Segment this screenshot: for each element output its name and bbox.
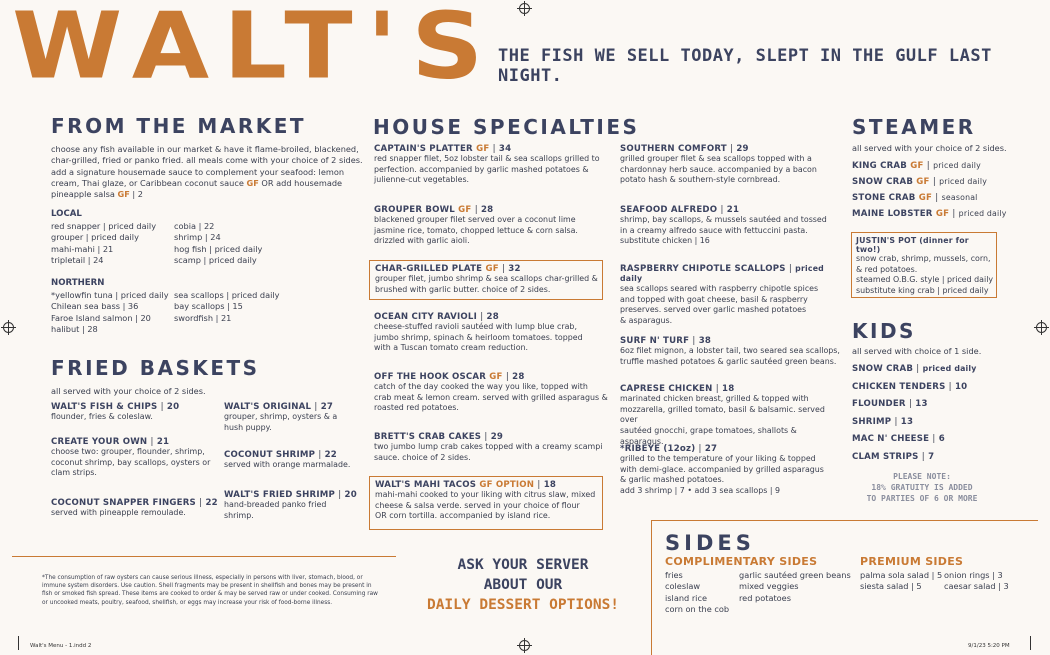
specialty-item [620,336,842,367]
item-price: 10 [954,381,968,392]
fish-item: sea scallops | priced daily [174,290,280,300]
item-desc: OR corn tortilla. accompanied by island rice. [375,511,551,521]
item-price: 13 [915,399,928,409]
item-price: 27 [320,402,334,412]
gf-badge: GF [918,193,933,203]
item-price: priced daily [958,209,1007,218]
side-item: garlic sautéed green beans [739,570,851,580]
item-price: 34 [498,144,512,154]
item-desc: brushed with garlic butter. choice of 2 sides. [375,284,551,294]
kids-item: CLAM STRIPS | 7 [852,451,935,462]
kids-item: SNOW CRAB | priced daily [852,364,977,374]
item-desc: perfection. accompanied by garlic mashed potatoes & [374,164,589,174]
disclaimer-line: *The consumption of raw oysters can cause serious illness, especially in persons with liver, stomach, blood, or [42,575,363,581]
item-desc: coconut shrimp, bay scallops, oysters or [51,457,211,467]
item-name: WALT'S FRIED SHRIMP [224,490,335,500]
item-price: priced daily [933,161,981,170]
disclaimer-line: fish or smoked fish spread. These items are cooked to order & may be served raw or under cooked. Consuming raw [42,591,378,598]
item-desc: substitute king crab | priced daily [856,286,989,296]
specialty-item-title: RASPBERRY CHIPOTLE SCALLOPS | priced daily [620,264,824,283]
specialty-item [374,205,610,247]
market-intro-line [51,178,371,189]
item-desc: mahi-mahi cooked to your liking with citrus slaw, mixed [375,490,596,499]
divider-line [12,556,396,557]
item-desc: catch of the day cooked the way you like, topped with [374,382,588,391]
item-desc: roasted red potatoes. [374,403,459,413]
item-desc: jasmine rice, tomato, chopped lettuce & corn salsa. [374,225,578,235]
baskets-title: FRIED BASKETS [51,356,260,380]
gf-badge: GF [916,177,930,187]
item-name: SOUTHERN COMFORT [620,144,727,154]
item-price: 22 [324,450,337,460]
side-item: palma sola salad | 5 [860,570,943,580]
basket-item-title: COCONUT SHRIMP | 22 [224,450,337,460]
item-name: SEAFOOD ALFREDO [620,205,718,215]
item-desc: cheese & salsa verde. served in your choice of flour [375,500,580,510]
item-price: 28 [486,312,499,322]
kids-title: KIDS [852,319,916,343]
item-desc: with a Tuscan tomato cream reduction. [374,343,529,353]
intro-text: pineapple salsa [51,189,115,200]
item-price: 32 [508,264,521,274]
item-name: CLAM STRIPS [852,451,919,462]
file-slug: Walt's Menu - 1.indd 2 [30,643,92,649]
specialty-item [374,432,610,463]
featured-specialty-box [369,260,603,300]
item-price: 6 [938,434,945,444]
prem-sides-col1 [860,570,942,593]
basket-item [51,498,231,519]
market-intro-line: choose any fish available in our market & have it flame-broiled, blackened, [51,144,359,154]
kids-intro: all served with choice of 1 side. [852,346,982,356]
item-desc: steamed O.B.G. style | priced daily [856,275,994,285]
item-desc: clam strips. [51,468,97,478]
specialty-item [374,312,610,354]
gratuity-note [852,471,992,504]
basket-item [51,437,221,479]
item-desc: grouper filet, jumbo shrimp & sea scallops char-grilled & [375,274,598,283]
item-price: 21 [726,205,740,215]
kids-item: CHICKEN TENDERS | 10 [852,381,968,392]
item-name: CAPTAIN'S PLATTER [374,144,473,154]
comp-sides-col1 [665,570,729,615]
item-name: MAINE LOBSTER [852,209,933,219]
item-desc: truffle mashed potatoes & garlic sautéed green beans. [620,356,837,366]
fish-item: *yellowfin tuna | priced daily [51,290,169,300]
item-desc: shrimp. [224,510,254,520]
specialty-item [620,144,842,186]
registration-mark-right [1036,322,1047,333]
fish-item: bay scallops | 15 [174,301,243,312]
pot-title: JUSTIN'S POT (dinner for two!) [856,236,969,254]
side-item: island rice [665,592,708,603]
market-intro-line: char-grilled, fried or panko fried. all meals come with your choice of 2 sides. [51,155,363,166]
side-item: coleslaw [665,581,701,592]
local-heading: LOCAL [51,209,82,219]
basket-item [224,402,374,433]
item-desc: two jumbo lump crab cakes topped with a creamy scampi [374,442,603,451]
intro-text: OR add housemade [261,177,343,188]
item-desc: red snapper filet, 5oz lobster tail & sea scallops grilled to [374,154,600,163]
market-intro-line [51,189,371,200]
item-price: 18 [722,384,735,394]
specialty-item [374,372,610,414]
item-price: 20 [344,490,357,500]
item-desc: with demi-glace. accompanied by grilled asparagus [620,464,824,474]
intro-text: | 2 [132,189,143,200]
side-item: red potatoes [739,592,791,603]
item-name: SHRIMP [852,416,892,427]
callout-line: ASK YOUR SERVER [457,557,589,573]
specialty-item-title: OFF THE HOOK OSCAR GF | 28 [374,372,525,382]
steamer-intro: all served with your choice of 2 sides. [852,143,1007,153]
item-name: CAPRESE CHICKEN [620,384,713,394]
specialty-item-title: CAPTAIN'S PLATTER GF | 34 [374,144,512,154]
steamer-item: MAINE LOBSTER GF | priced daily [852,209,1007,219]
specialty-item-title: BRETT'S CRAB CAKES | 29 [374,432,504,442]
prem-sides-col2 [944,570,1009,593]
item-name: OFF THE HOOK OSCAR [374,372,487,382]
item-desc: grouper, shrimp, oysters & a [224,412,338,421]
item-desc: drizzled with garlic aioli. [374,236,470,246]
northern-list-right [174,290,279,324]
kids-item: SHRIMP | 13 [852,416,914,427]
item-name: SNOW CRAB [852,177,914,187]
fish-item: Faroe Island salmon | 20 [51,312,151,323]
item-name: BRETT'S CRAB CAKES [374,432,482,442]
specialty-item [374,144,610,186]
item-price: 18 [543,480,557,490]
item-desc: shrimp, bay scallops, & mussels sautéed and tossed [620,215,827,224]
item-desc: flounder, fries & coleslaw. [51,412,153,421]
intro-text: cream, Thai glaze, or Caribbean coconut sauce [51,177,244,188]
complimentary-sides-title: COMPLIMENTARY SIDES [665,555,818,568]
steamer-item: KING CRAB GF | priced daily [852,161,981,171]
item-desc: snow crab, shrimp, mussels, corn, [856,254,991,263]
item-price: 27 [704,444,718,454]
basket-item-title: WALT'S FRIED SHRIMP | 20 [224,490,357,500]
baskets-intro: all served with your choice of 2 sides. [51,386,206,396]
market-title: FROM THE MARKET [51,114,307,138]
item-desc: blackened grouper filet served over a coconut lime [374,215,576,224]
item-desc: sauce. choice of 2 sides. [374,452,471,462]
item-desc: and topped with goat cheese, basil & raspberry [620,294,808,304]
tagline: THE FISH WE SELL TODAY, SLEPT IN THE GULF LAST NIGHT. [498,46,992,86]
gf-badge: GF [458,205,472,215]
steamer-list [852,158,1042,222]
specialties-title: HOUSE SPECIALTIES [373,115,640,139]
specialty-item-title: SOUTHERN COMFORT | 29 [620,144,749,154]
fish-item: shrimp | 24 [174,232,221,243]
item-name: SURF N' TURF [620,336,690,346]
print-timestamp: 9/1/23 5:20 PM [968,643,1010,649]
steamer-title: STEAMER [852,115,976,139]
sides-title: SIDES [665,531,755,555]
item-desc: jumbo shrimp, spinach & heirloom tomatoes. topped [374,332,583,342]
basket-item [51,402,221,423]
item-desc: marinated chicken breast, grilled & topped with [620,394,809,403]
item-name: CREATE YOUR OWN [51,437,148,447]
basket-item-title: WALT'S FISH & CHIPS | 20 [51,402,180,412]
northern-heading: NORTHERN [51,278,105,288]
item-name: WALT'S FISH & CHIPS [51,402,158,412]
local-list-left [51,221,156,266]
item-price: 28 [481,205,494,215]
disclaimer-line: immune system disorders. Use caution. Shell fragments may be present in shellfish and bones may be present in [42,583,372,590]
item-desc: substitute chicken | 16 [620,236,710,246]
item-price: 29 [490,432,504,442]
item-price: 29 [736,144,749,154]
market-intro [51,144,371,200]
item-price: 28 [512,372,525,382]
item-price: 21 [156,437,170,447]
item-desc: julienne-cut vegetables. [374,175,470,185]
item-price: 20 [166,402,180,412]
specialty-item [620,384,842,448]
basket-item-title: CREATE YOUR OWN | 21 [51,437,170,447]
note-line: 18% GRATUITY IS ADDED [871,483,973,492]
crop-mark [18,636,19,650]
fish-item: tripletail | 24 [51,254,104,265]
fish-item: swordfish | 21 [174,312,232,323]
specialty-item [620,205,842,247]
specialty-item-title: CHAR-GRILLED PLATE GF | 32 [375,264,521,274]
gf-badge: GF [117,189,130,200]
side-item: fries [665,570,683,580]
item-price: seasonal [941,193,978,202]
basket-item-title: COCONUT SNAPPER FINGERS | 22 [51,498,218,508]
registration-mark-left [3,322,14,333]
note-line: TO PARTIES OF 6 OR MORE [866,494,978,503]
item-name: STONE CRAB [852,193,916,203]
item-desc: preserves. served over garlic mashed potatoes [620,305,807,315]
gf-badge: GF [935,209,950,219]
featured-specialty-box [369,476,603,530]
item-desc: grilled to the temperature of your liking & topped [620,454,816,463]
callout-highlight: DAILY DESSERT OPTIONS! [426,597,620,613]
item-desc: chardonnay herb sauce. accompanied by a bacon [620,164,817,174]
item-desc: served with pineapple remoulade. [51,508,186,517]
callout-line: ABOUT OUR [483,577,563,593]
item-price: priced daily [922,364,977,373]
gf-badge: GF [476,144,490,154]
fish-item: scamp | priced daily [174,254,257,265]
item-price: priced daily [620,264,824,283]
item-desc: mozzarella, grilled tomato, basil & balsamic. served over [620,404,825,425]
item-price: 13 [900,416,914,427]
item-name: COCONUT SNAPPER FINGERS [51,498,196,508]
item-desc: potato hash & southern-style cornbread. [620,175,781,185]
item-price: priced daily [939,177,988,186]
kids-item: FLOUNDER | 13 [852,399,928,409]
note-line: PLEASE NOTE: [893,472,951,481]
basket-item [224,490,374,521]
steamer-item: STONE CRAB GF | seasonal [852,193,978,203]
local-list-right [174,221,262,266]
brand-logo: WALT'S [12,0,498,100]
item-name: RASPBERRY CHIPOTLE SCALLOPS [620,264,786,274]
item-desc: & garlic mashed potatoes. [620,475,725,485]
specialty-item-title: CAPRESE CHICKEN | 18 [620,384,735,394]
item-name: KING CRAB [852,161,908,171]
specialty-item-title: SURF N' TURF | 38 [620,336,712,346]
gf-badge: GF [910,161,924,171]
item-price: 38 [698,336,712,346]
item-desc: choose two: grouper, flounder, shrimp, [51,447,205,456]
side-item: onion rings | 3 [944,570,1003,580]
item-name: GROUPER BOWL [374,205,455,215]
side-item: corn on the cob [665,603,730,614]
basket-item [224,450,374,471]
kids-item: MAC N' CHEESE | 6 [852,434,945,444]
item-desc: hand-breaded panko fried [224,500,327,509]
gf-badge: GF OPTION [479,480,535,490]
item-price: 22 [205,498,218,508]
specialty-item-title: *RIBEYE (12oz) | 27 [620,444,718,454]
fish-item: cobia | 22 [174,221,215,231]
item-name: FLOUNDER [852,399,906,409]
item-name: OCEAN CITY RAVIOLI [374,312,478,322]
comp-sides-col2 [739,570,851,604]
side-item: mixed veggies [739,581,799,592]
item-name: CHICKEN TENDERS [852,381,946,392]
item-name: SNOW CRAB [852,364,914,374]
item-desc: served with orange marmalade. [224,460,351,469]
raw-food-disclaimer [42,574,402,607]
fish-item: Chilean sea bass | 36 [51,301,139,312]
item-desc: & asparagus. [620,316,673,326]
item-name: *RIBEYE (12oz) [620,444,696,454]
fish-item: halibut | 28 [51,323,98,334]
item-name: WALT'S ORIGINAL [224,402,312,412]
item-price: 7 [928,451,935,462]
item-name: CHAR-GRILLED PLATE [375,264,483,274]
registration-mark-bottom [519,640,530,651]
item-desc: & red potatoes. [856,264,918,274]
item-desc: in a creamy alfredo sauce with fettuccini pasta. [620,225,808,235]
side-item: siesta salad | 5 [860,581,922,592]
side-item: caesar salad | 3 [944,581,1009,592]
fish-item: red snapper | priced daily [51,221,157,231]
gf-badge: GF [485,264,499,274]
justins-pot-box [851,232,997,298]
specialty-item-title: GROUPER BOWL GF | 28 [374,205,494,215]
crop-mark [1030,636,1031,650]
market-intro-line: add a signature housemade sauce to complement your seafood: lemon [51,166,345,177]
fish-item: grouper | priced daily [51,232,139,243]
item-name: MAC N' CHEESE [852,434,930,444]
item-desc: add 3 shrimp | 7 • add 3 sea scallops | 9 [620,486,781,496]
specialty-item [620,264,842,327]
item-desc: grilled grouper filet & sea scallops topped with a [620,154,812,163]
specialty-item-title: WALT'S MAHI TACOS GF OPTION | 18 [375,480,557,490]
item-desc: crab meat & lemon cream. served with grilled asparagus & [374,392,608,402]
item-name: COCONUT SHRIMP [224,450,316,460]
item-desc: hush puppy. [224,422,272,432]
specialty-item-title: SEAFOOD ALFREDO | 21 [620,205,740,215]
fish-item: hog fish | priced daily [174,243,263,254]
item-desc: 6oz filet mignon, a lobster tail, two seared sea scallops, [620,346,840,355]
item-name: WALT'S MAHI TACOS [375,480,477,490]
premium-sides-title: PREMIUM SIDES [860,555,964,568]
dessert-callout [418,555,628,615]
item-desc: sautéed gnocchi, grape tomatoes, shallots & asparagus. [620,426,797,446]
gf-badge: GF [246,177,259,188]
disclaimer-line: or uncooked meats, poultry, seafood, shellfish, or eggs may increase your risk of food-borne illness. [42,599,333,606]
steamer-item: SNOW CRAB GF | priced daily [852,177,988,187]
fish-item: mahi-mahi | 21 [51,243,114,254]
specialty-item [620,444,842,497]
registration-mark-top [519,3,530,14]
gf-badge: GF [489,372,503,382]
kids-list [852,360,1042,466]
item-desc: sea scallops seared with raspberry chipotle spices [620,284,819,293]
northern-list-left [51,290,169,335]
basket-item-title: WALT'S ORIGINAL | 27 [224,402,334,412]
item-desc: cheese-stuffed ravioli sautéed with lump blue crab, [374,322,577,331]
specialty-item-title: OCEAN CITY RAVIOLI | 28 [374,312,499,322]
